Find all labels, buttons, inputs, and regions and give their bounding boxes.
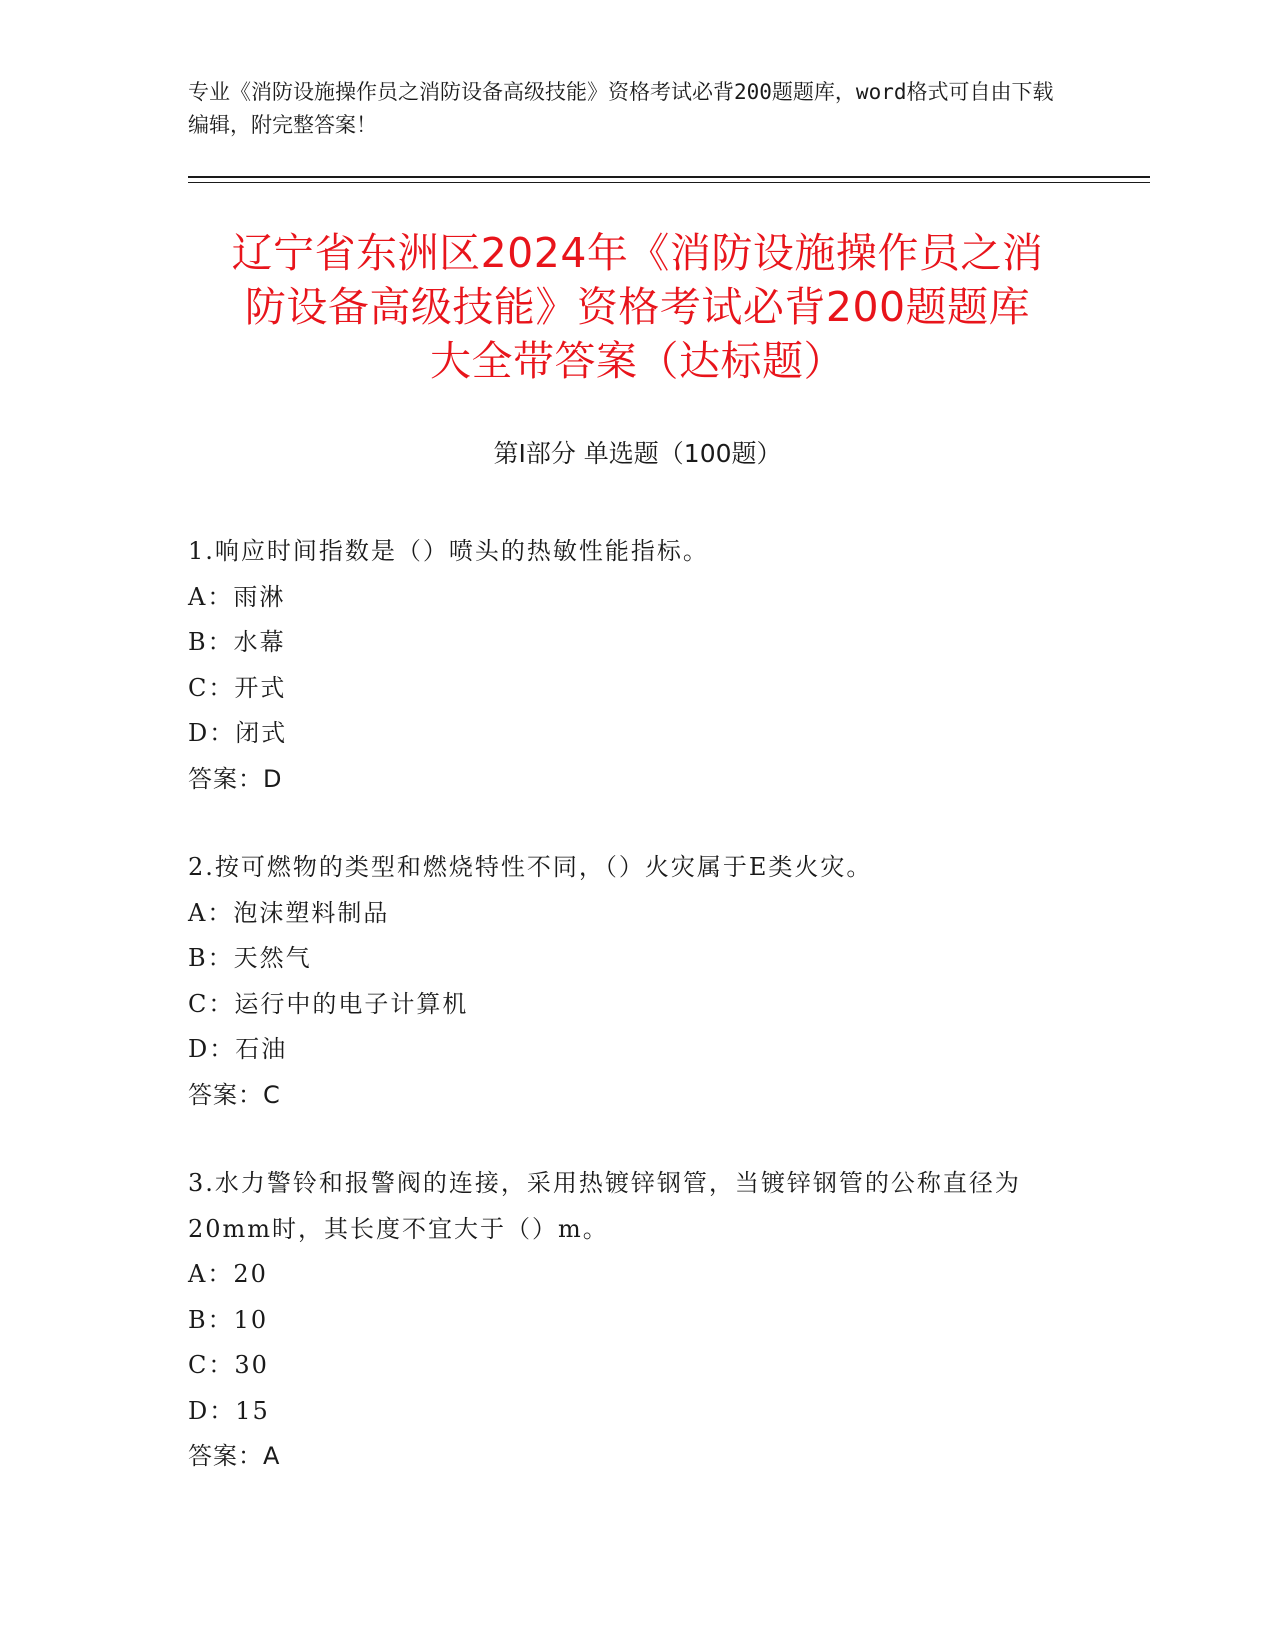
option-c: C：30 xyxy=(188,1351,269,1379)
option-b: B：10 xyxy=(188,1305,269,1334)
option-b: B：水幕 xyxy=(188,628,286,656)
option-a: A：泡沫塑料制品 xyxy=(188,898,390,927)
document-title-line-2: 防设备高级技能》资格考试必背200题题库 xyxy=(244,283,1031,331)
answer: 答案：C xyxy=(188,1080,281,1109)
option-c: C：开式 xyxy=(188,673,287,702)
option-d: D：15 xyxy=(188,1396,270,1425)
question-stem: 2.按可燃物的类型和燃烧特性不同，（）火灾属于E类火灾。 xyxy=(188,853,873,881)
option-a: A：雨淋 xyxy=(188,582,286,611)
header-divider-thick xyxy=(188,176,1150,178)
question-1 xyxy=(188,529,1068,802)
option-d: D：石油 xyxy=(188,1035,288,1063)
document-title-line-3: 大全带答案（达标题） xyxy=(430,337,845,385)
option-a: A：20 xyxy=(188,1260,268,1288)
question-stem: 1.响应时间指数是（）喷头的热敏性能指标。 xyxy=(188,537,709,565)
section-heading: 第Ⅰ部分 单选题（100题） xyxy=(493,439,782,468)
question-2 xyxy=(188,845,1068,1118)
document-title-line-1: 辽宁省东洲区2024年《消防设施操作员之消 xyxy=(231,229,1044,277)
header-divider-thin xyxy=(188,182,1150,183)
document-title xyxy=(160,226,1115,388)
option-b: B：天然气 xyxy=(188,944,312,972)
option-c: C：运行中的电子计算机 xyxy=(188,989,469,1018)
question-list xyxy=(188,529,1068,1523)
option-d: D：闭式 xyxy=(188,719,288,747)
answer: 答案：D xyxy=(188,764,283,793)
answer: 答案：A xyxy=(188,1442,281,1470)
question-3 xyxy=(188,1161,1068,1480)
question-stem: 3.水力警铃和报警阀的连接，采用热镀锌钢管，当镀锌钢管的公称直径为20mm时，其长度不宜大于（）m。 xyxy=(188,1169,1021,1243)
header-note: 专业《消防设施操作员之消防设备高级技能》资格考试必背200题题库，word格式可自由下载编辑，附完整答案！ xyxy=(188,80,1054,137)
